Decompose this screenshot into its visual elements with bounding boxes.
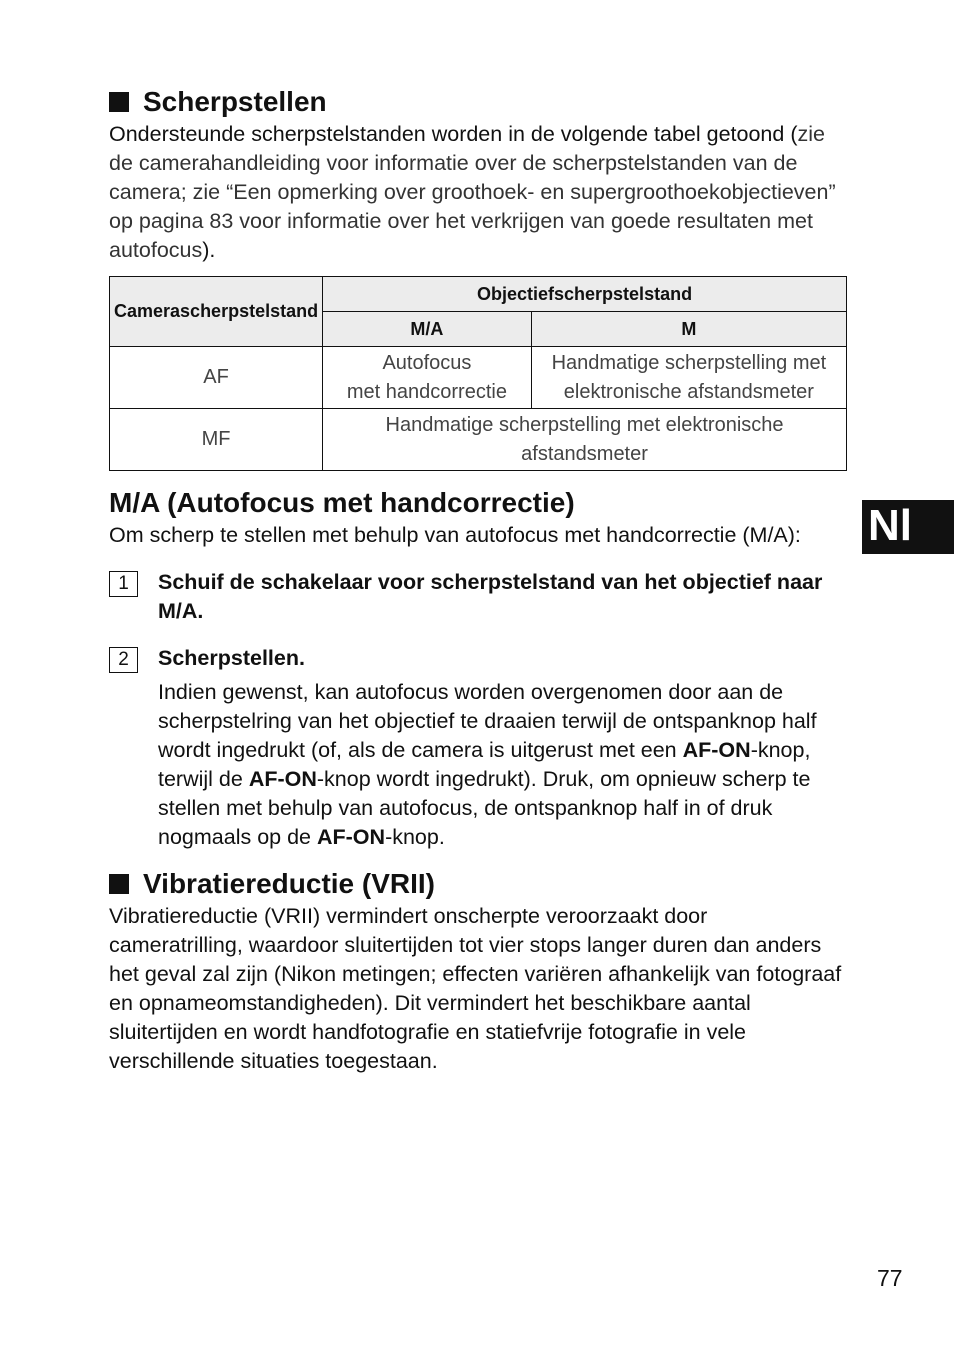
row-af-ma-cell: Autofocus met handcorrectie — [323, 347, 532, 409]
step-1 — [109, 568, 844, 626]
black-square-icon — [109, 92, 129, 112]
row-mf-label: MF — [110, 409, 323, 471]
page-content — [109, 84, 844, 1076]
section-heading-ma: M/A (Autofocus met handcorrectie) — [109, 487, 575, 518]
vibratiereductie-body: Vibratiereductie (VRII) vermindert onscherpte veroorzaakt door cameratrilling, waardoor sluitertijden tot vier stops langer duren dan anders het geval zal zijn (Nikon metingen; effecten variëren afhankelijk van fotograaf en opnameomstandigheden). Dit vermindert het beschikbare aantal sluitertijden en wordt handfotografie en statiefvrije fotografie in vele verschillende situaties toegestaan. — [109, 904, 842, 1073]
step-number-1: 1 — [109, 571, 138, 597]
language-tab: Nl — [862, 500, 954, 554]
row-mf-cell: Handmatige scherpstelling met elektronische afstandsmeter — [323, 409, 847, 471]
header-ma: M/A — [323, 312, 532, 347]
ma-intro: Om scherp te stellen met behulp van autofocus met handcorrectie (M/A): — [109, 523, 801, 547]
header-lens-focus-mode: Objectiefscherpstelstand — [323, 277, 847, 312]
black-square-icon — [109, 874, 129, 894]
step-1-title: Schuif de schakelaar voor scherpstelstand van het objectief naar M/A. — [158, 570, 823, 623]
focus-mode-table — [109, 276, 847, 471]
step-2-body: Indien gewenst, kan autofocus worden overgenomen door aan de scherpstelring van het objectief te draaien terwijl de ontspanknop half wordt ingedrukt (of, als de camera is uitgerust met een AF-ON-knop, terwijl de AF-ON-knop wordt ingedrukt). Druk, om opnieuw scherp te stellen met behulp van autofocus, de ontspanknop half in of druk nogmaals op de AF-ON-knop. — [158, 680, 817, 849]
table-row — [110, 409, 847, 471]
step-2-title: Scherpstellen. — [158, 646, 305, 670]
scherpstellen-intro: Ondersteunde scherpstelstanden worden in de volgende tabel getoond (zie de camerahandleiding voor informatie over de scherpstelstanden van de camera; zie “Een opmerking over groothoek- en supergroothoekobjectieven” op pagina 83 voor informatie over het verkrijgen van goede resultaten met autofocus). — [109, 122, 836, 262]
table-row — [110, 347, 847, 409]
page-number: 77 — [877, 1265, 903, 1291]
header-m: M — [531, 312, 846, 347]
header-camera-focus-mode: Camerascherpstelstand — [110, 277, 323, 347]
step-2 — [109, 644, 844, 852]
row-af-label: AF — [110, 347, 323, 409]
section-heading-vibratiereductie: Vibratiereductie (VRII) — [109, 866, 844, 902]
section-heading-scherpstellen: Scherpstellen — [109, 84, 844, 120]
step-number-2: 2 — [109, 647, 138, 673]
row-af-m-cell: Handmatige scherpstelling met elektronische afstandsmeter — [531, 347, 846, 409]
